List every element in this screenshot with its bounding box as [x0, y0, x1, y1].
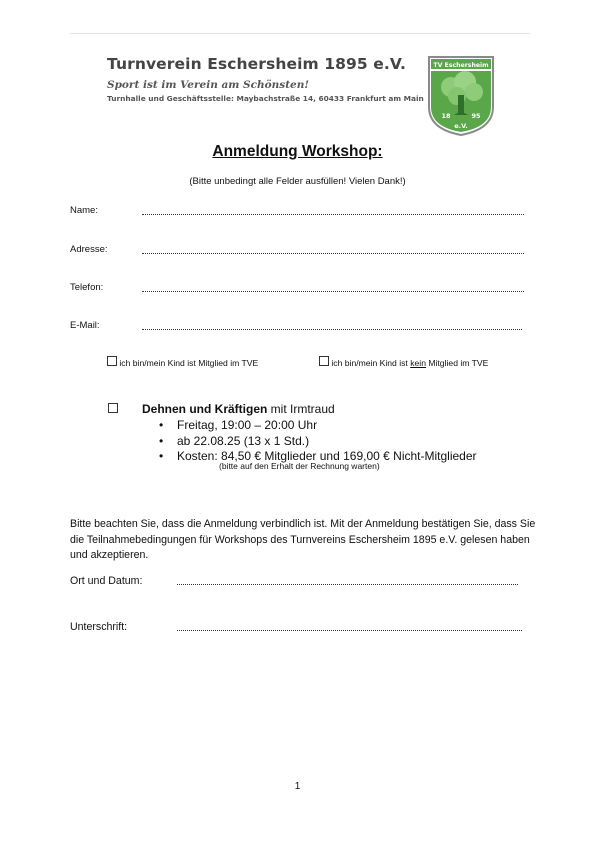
member-option [107, 356, 258, 368]
non-member-option [319, 356, 488, 368]
club-logo [427, 55, 495, 137]
phone-label: Telefon: [70, 282, 104, 293]
workshop-detail-time: • Freitag, 19:00 – 20:00 Uhr [159, 418, 477, 434]
email-field[interactable] [142, 329, 522, 330]
club-slogan: Sport ist im Verein am Schönsten! [107, 79, 309, 91]
workshop-title [142, 402, 335, 416]
signature-field[interactable] [177, 630, 522, 631]
logo-year-left: 18 [441, 112, 451, 120]
logo-year-right: 95 [471, 112, 481, 120]
address-label: Adresse: [70, 244, 108, 255]
non-member-prefix: ich bin/mein Kind ist [331, 358, 411, 368]
name-field[interactable] [142, 214, 524, 215]
workshop-detail-start: • ab 22.08.25 (13 x 1 Std.) [159, 434, 477, 450]
workshop-name: Dehnen und Kräftigen [142, 402, 268, 416]
header-rule [70, 33, 530, 34]
place-date-field[interactable] [177, 584, 518, 585]
page-number: 1 [294, 781, 301, 792]
form-subtitle: (Bitte unbedingt alle Felder ausfüllen! Vielen Dank!) [189, 176, 406, 187]
member-option-label: ich bin/mein Kind ist Mitglied im TVE [119, 358, 259, 368]
workshop-trainer: mit Irmtraud [267, 402, 335, 416]
name-label: Name: [70, 205, 98, 216]
binding-notice: Bitte beachten Sie, dass die Anmeldung verbindlich ist. Mit der Anmeldung bestätigen Sie, dass Sie die Teilnahmebedingungen für Workshops des Turnvereins Eschersheim 1895 e.V. gelesen haben und akzeptieren. [70, 518, 536, 561]
club-name: Turnverein Eschersheim 1895 e.V. [107, 55, 406, 73]
form-title: Anmeldung Workshop: [212, 143, 383, 160]
signature-label: Unterschrift: [70, 621, 128, 633]
logo-suffix: e.V. [454, 122, 468, 130]
non-member-checkbox[interactable] [319, 356, 329, 366]
invoice-note: (bitte auf den Erhalt der Rechnung warten) [219, 461, 380, 471]
phone-field[interactable] [142, 291, 524, 292]
club-address: Turnhalle und Geschäftsstelle: Maybachstraße 14, 60433 Frankfurt am Main [107, 94, 424, 103]
workshop-detail-cost: • Kosten: 84,50 € Mitglieder und 169,00 € Nicht-Mitglieder [159, 449, 477, 465]
member-checkbox[interactable] [107, 356, 117, 366]
workshop-details [159, 418, 477, 465]
email-label: E-Mail: [70, 320, 100, 331]
logo-top-text: TV Eschersheim [433, 62, 489, 69]
non-member-emphasis: kein [410, 358, 426, 368]
address-field[interactable] [142, 253, 524, 254]
non-member-suffix: Mitglied im TVE [425, 358, 489, 368]
place-date-label: Ort und Datum: [70, 575, 143, 587]
workshop-checkbox[interactable] [108, 403, 118, 413]
